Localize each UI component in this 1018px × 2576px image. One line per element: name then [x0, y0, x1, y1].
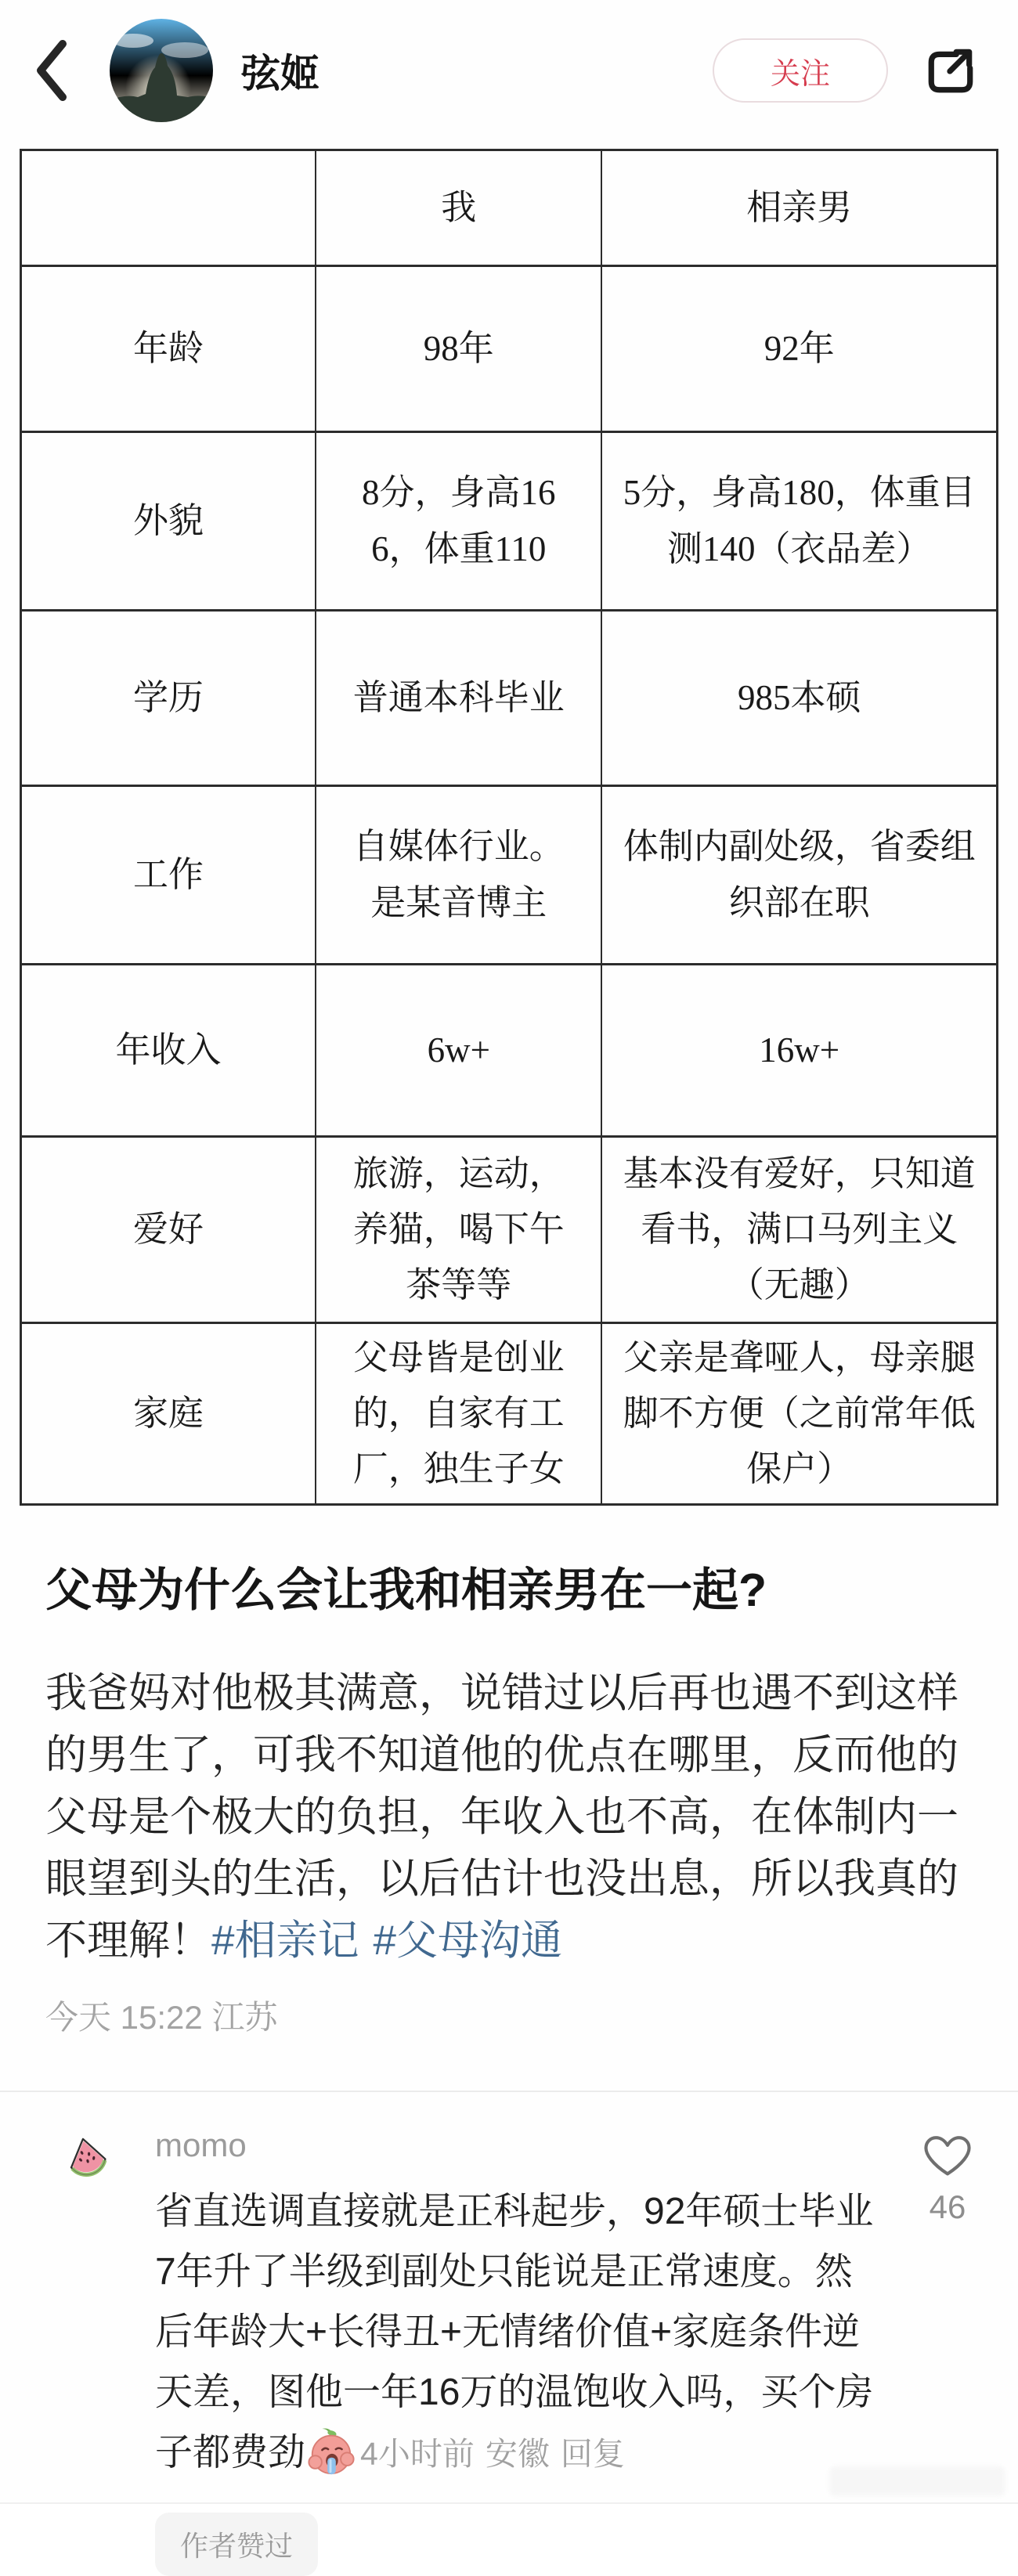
comment-text — [155, 2181, 890, 2484]
me-cell: 8分，身高166，体重110 — [316, 432, 601, 611]
table-row — [21, 1137, 998, 1323]
him-cell: 体制内副处级，省委组织部在职 — [601, 786, 997, 965]
comment-time: 4小时前 — [360, 2436, 475, 2473]
comment-meta — [360, 2436, 625, 2472]
post-body-text: 我爸妈对他极其满意，说错过以后再也遇不到这样的男生了，可我不知道他的优点在哪里，反而他的父母是个极大的负担，年收入也不高，在体制内一眼望到头的生活，以后估计也没出息，所以我真的不理解！ — [45, 1670, 958, 1964]
user-avatar[interactable] — [110, 19, 213, 122]
row-header-cell: 工作 — [21, 786, 316, 965]
column-header-me: 我 — [316, 150, 601, 266]
reply-button[interactable]: 回复 — [560, 2436, 625, 2473]
comment-main — [155, 2127, 890, 2576]
table-row — [21, 432, 998, 611]
table-row — [21, 266, 998, 432]
post-timestamp: 今天 15:22 江苏 — [45, 1999, 278, 2037]
him-cell: 基本没有爱好，只知道看书，满口马列主义（无趣） — [601, 1137, 997, 1323]
table-row — [21, 1323, 998, 1505]
table-header-row — [21, 150, 998, 266]
post-title: 父母为什么会让我和相亲男在一起? — [45, 1564, 767, 1617]
commenter-name: momo — [155, 2127, 247, 2164]
me-cell: 6w+ — [316, 965, 601, 1137]
comment-text-content: 省直选调直接就是正科起步，92年硕士毕业7年升了半级到副处只能说是正常速度。然后年龄大+长得丑+无情绪价值+家庭条件逆天差，图他一年16万的温饱收入吗，买个房子都费劲 — [155, 2191, 874, 2474]
table-body — [21, 266, 998, 1505]
navbar — [0, 0, 1018, 141]
heart-icon — [923, 2134, 972, 2178]
table-row — [21, 965, 998, 1137]
comment-location: 安徽 — [485, 2436, 550, 2473]
him-cell: 92年 — [601, 266, 997, 432]
page-username: 弦姬 — [241, 52, 319, 96]
like-count: 46 — [929, 2188, 966, 2226]
me-cell: 旅游，运动，养猫，喝下午茶等等 — [316, 1137, 601, 1323]
row-header-cell: 年收入 — [21, 965, 316, 1137]
him-cell: 5分，身高180，体重目测140（衣品差） — [601, 432, 997, 611]
him-cell: 16w+ — [601, 965, 997, 1137]
me-cell: 98年 — [316, 266, 601, 432]
him-cell: 985本硕 — [601, 611, 997, 786]
him-cell: 父亲是聋哑人，母亲腿脚不方便（之前常年低保户） — [601, 1323, 997, 1505]
author-liked-badge: 作者赞过 — [155, 2513, 318, 2576]
share-icon[interactable] — [924, 44, 977, 97]
bottom-divider — [0, 2502, 1018, 2504]
follow-button[interactable]: 关注 — [713, 38, 888, 103]
post-body — [45, 1662, 973, 1972]
commenter-avatar watermelon-icon[interactable] — [64, 2133, 108, 2177]
row-header-cell: 家庭 — [21, 1323, 316, 1505]
column-header-empty — [21, 150, 316, 266]
row-header-cell: 外貌 — [21, 432, 316, 611]
hashtag-link-2[interactable]: #父母沟通 — [373, 1918, 562, 1964]
watermark — [829, 2466, 1005, 2496]
row-header-cell: 爱好 — [21, 1137, 316, 1323]
column-header-him: 相亲男 — [601, 150, 997, 266]
row-header-cell: 学历 — [21, 611, 316, 786]
row-header-cell: 年龄 — [21, 266, 316, 432]
table-row — [21, 786, 998, 965]
comparison-table — [20, 149, 998, 1506]
table-row — [21, 611, 998, 786]
crying-peach-emoji — [307, 2427, 356, 2476]
hashtag-link-1[interactable]: #相亲记 — [211, 1918, 359, 1964]
comment-like-button[interactable] — [913, 2127, 982, 2226]
back-button chevron-left-icon[interactable] — [34, 39, 69, 102]
me-cell: 父母皆是创业的，自家有工厂，独生子女 — [316, 1323, 601, 1505]
post-content — [0, 1562, 1018, 2039]
me-cell: 自媒体行业。是某音博主 — [316, 786, 601, 965]
me-cell: 普通本科毕业 — [316, 611, 601, 786]
